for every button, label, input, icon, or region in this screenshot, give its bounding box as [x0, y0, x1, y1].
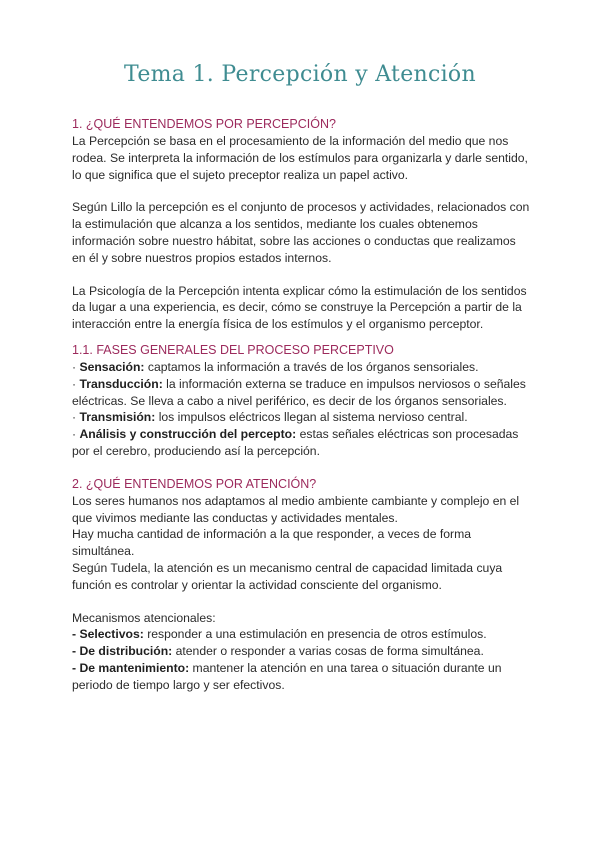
phases-list [72, 359, 530, 460]
term: Selectivos: [79, 627, 144, 642]
term: Sensación: [79, 359, 145, 374]
list-item: - Selectivos: responder a una estimulación en presencia de otros estímulos. [72, 627, 487, 642]
list-item: · Sensación: captamos la información a través de los órganos sensoriales. [72, 359, 479, 374]
mechanisms-list [72, 626, 530, 693]
list-item: · Transducción: la información externa se traduce en impulsos nerviosos o señales eléctricas. Se lleva a cabo a nivel periférico, es decir de los órganos sensoriales. [72, 376, 526, 408]
page-title: Tema 1. Percepción y Atención [124, 62, 476, 87]
term: De mantenimiento: [79, 660, 190, 675]
section-1-heading: 1. ¿QUÉ ENTENDEMOS POR PERCEPCIÓN? [72, 117, 336, 131]
section-2-paragraph-1: Los seres humanos nos adaptamos al medio ambiente cambiante y complejo en el que vivimos mediante las conductas y actividades mentales. [72, 493, 520, 525]
list-item: - De distribución: atender o responder a varias cosas de forma simultánea. [72, 644, 484, 659]
term: Transducción: [79, 376, 163, 391]
section-1-paragraph-2: Según Lillo la percepción es el conjunto de procesos y actividades, relacionados con la estimulación que alcanza a los sentidos, mediante los cuales obtenemos información sobre nuestro hábitat, sobre las acciones o conductas que realizamos en él y sobre nuestros propios estados internos. [72, 200, 530, 265]
document-body [72, 116, 530, 694]
section-1-paragraph-1: La Percepción se basa en el procesamiento de la información del medio que nos rodea. Se interpreta la información de los estímulos para organizarla y darle sentido, lo que significa que el sujeto preceptor realiza un papel activo. [72, 134, 528, 182]
list-item: · Transmisión: los impulsos eléctricos llegan al sistema nervioso central. [72, 410, 468, 425]
section-1-paragraph-3: La Psicología de la Percepción intenta explicar cómo la estimulación de los sentidos da lugar a una experiencia, es decir, cómo se construye la Percepción a partir de la interacción entre la energía física de los estímulos y el organismo perceptor. [72, 283, 527, 332]
list-item: - De mantenimiento: mantener la atención en una tarea o situación durante un periodo de tiempo largo y ser efectivos. [72, 660, 502, 692]
list-item: · Análisis y construcción del percepto: estas señales eléctricas son procesadas por el cerebro, produciendo así la percepción. [72, 427, 519, 458]
term: Transmisión: [79, 410, 156, 425]
section-2-paragraph-3: Según Tudela, la atención es un mecanismo central de capacidad limitada cuya función es controlar y orientar la actividad consciente del organismo. [72, 560, 503, 592]
section-1-1-heading: 1.1. FASES GENERALES DEL PROCESO PERCEPTIVO [72, 342, 394, 357]
section-2-paragraph-2: Hay mucha cantidad de información a la que responder, a veces de forma simultánea. [72, 527, 472, 559]
section-2-heading: 2. ¿QUÉ ENTENDEMOS POR ATENCIÓN? [72, 476, 317, 491]
term: Análisis y construcción del percepto: [79, 427, 297, 442]
mechanisms-title: Mecanismos atencionales: [72, 610, 216, 625]
term: De distribución: [79, 644, 173, 659]
